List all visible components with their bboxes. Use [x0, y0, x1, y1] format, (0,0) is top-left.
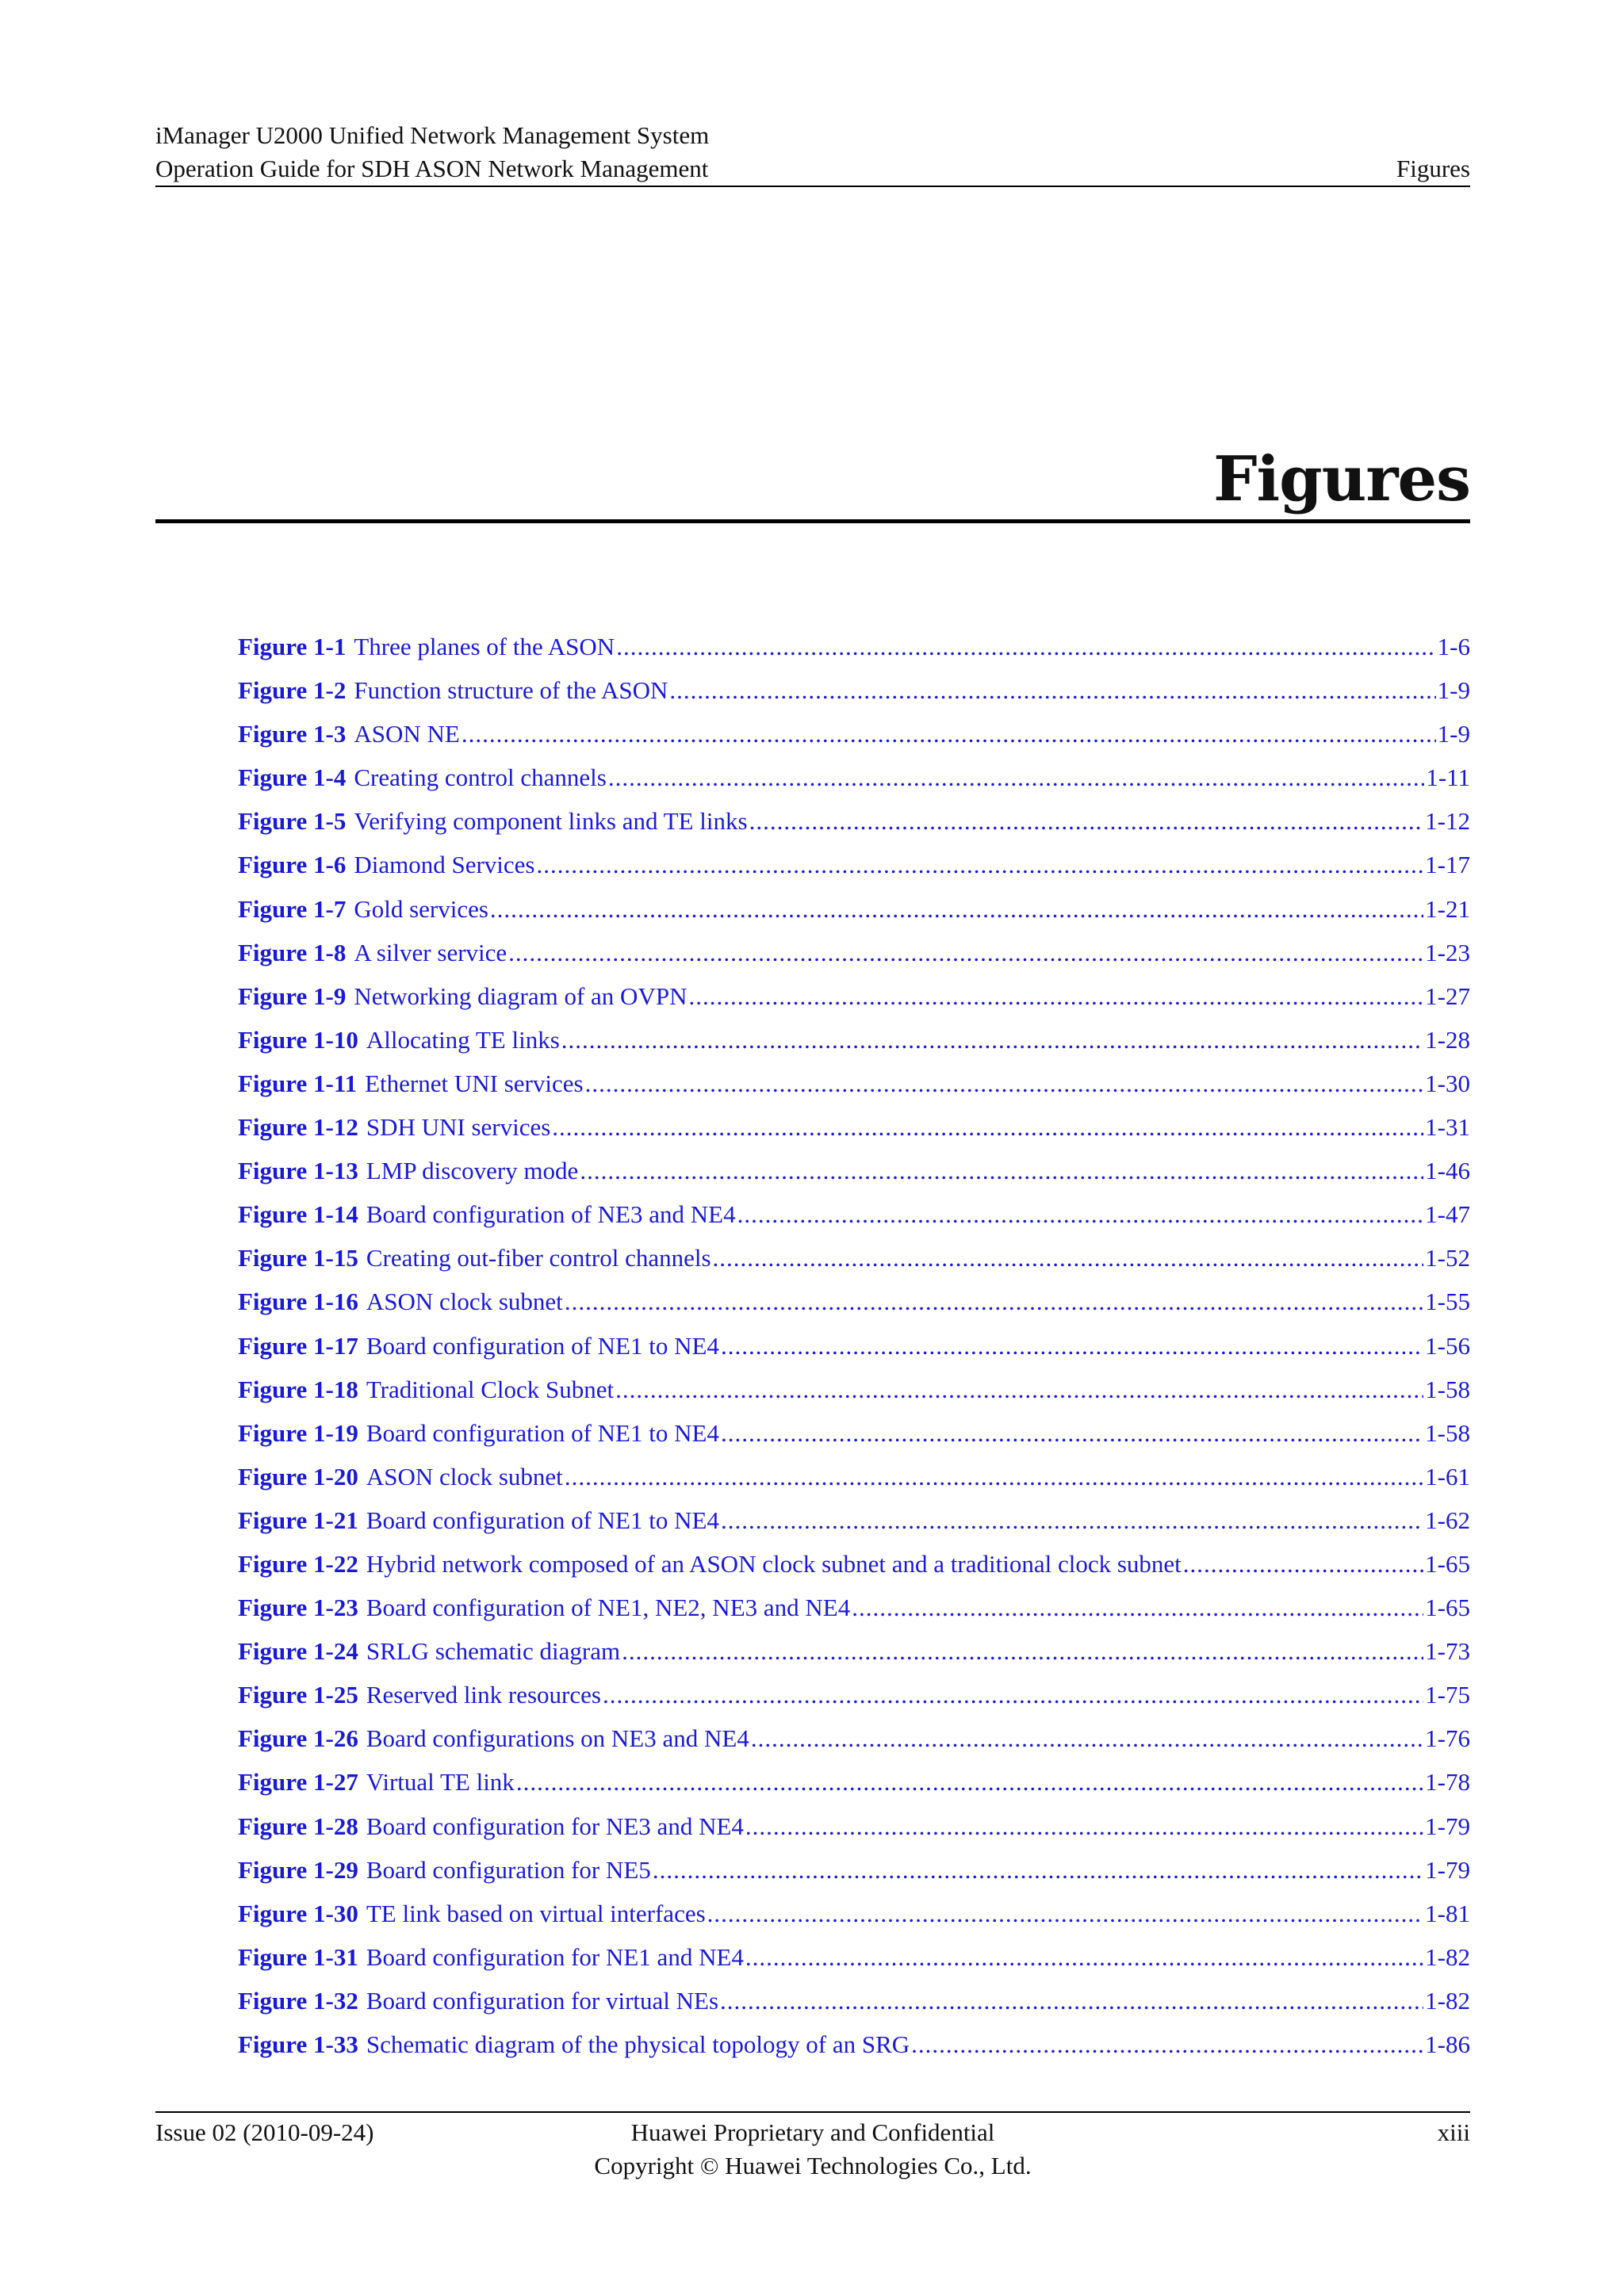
figure-number: Figure 1-10: [238, 1025, 358, 1054]
dot-leader: [603, 1673, 1423, 1716]
figure-number: Figure 1-28: [238, 1812, 358, 1840]
figure-number: Figure 1-19: [238, 1418, 358, 1447]
dot-leader: [490, 887, 1423, 931]
figure-link[interactable]: [238, 1542, 1470, 1586]
figure-caption: Board configuration of NE1 to NE4: [366, 1331, 719, 1360]
figure-caption: A silver service: [354, 938, 508, 966]
figure-caption: ASON NE: [354, 720, 460, 748]
figure-page-number: 1-6: [1437, 633, 1470, 660]
dot-leader: [561, 1018, 1423, 1062]
dot-leader: [508, 931, 1423, 974]
figure-page-number: 1-62: [1425, 1506, 1470, 1534]
footer-issue: Issue 02 (2010-09-24): [155, 2118, 374, 2146]
figure-link[interactable]: [238, 1935, 1470, 1979]
header-product-name: iManager U2000 Unified Network Management System: [155, 121, 710, 149]
figure-link[interactable]: [238, 1455, 1470, 1498]
figure-link[interactable]: [238, 931, 1470, 974]
figure-caption: Virtual TE link: [366, 1768, 515, 1797]
figure-number: Figure 1-33: [238, 2030, 358, 2058]
dot-leader: [536, 843, 1423, 886]
figures-list: [238, 625, 1470, 2066]
dot-leader: [580, 1149, 1423, 1192]
footer-row: [155, 2116, 1470, 2149]
figure-link[interactable]: [238, 1105, 1470, 1149]
dot-leader: [688, 974, 1423, 1018]
dot-leader: [616, 625, 1435, 668]
dot-leader: [721, 1411, 1423, 1455]
figure-number: Figure 1-26: [238, 1724, 358, 1753]
figure-caption: Board configuration of NE1, NE2, NE3 and NE4: [366, 1594, 851, 1622]
dot-leader: [516, 1760, 1423, 1804]
page-header: [155, 119, 1470, 187]
figure-page-number: 1-82: [1425, 1986, 1470, 2015]
figure-number: Figure 1-25: [238, 1681, 358, 1709]
page-title: Figures: [155, 440, 1470, 523]
figure-page-number: 1-47: [1425, 1200, 1470, 1229]
dot-leader: [622, 1629, 1423, 1673]
figure-number: Figure 1-31: [238, 1942, 358, 1971]
figure-page-number: 1-9: [1437, 720, 1470, 748]
figure-number: Figure 1-15: [238, 1244, 358, 1272]
header-section-name: Figures: [1396, 155, 1470, 182]
figure-caption: ASON clock subnet: [366, 1462, 563, 1490]
dot-leader: [615, 1368, 1423, 1411]
figure-link[interactable]: [238, 1368, 1470, 1411]
figure-link[interactable]: [238, 1848, 1470, 1892]
figure-caption: Hybrid network composed of an ASON clock subnet and a traditional clock subnet: [366, 1549, 1182, 1578]
dot-leader: [565, 1280, 1423, 1323]
dot-leader: [852, 1586, 1423, 1629]
figure-number: Figure 1-30: [238, 1899, 358, 1927]
figure-link[interactable]: [238, 668, 1470, 712]
figure-link[interactable]: [238, 1804, 1470, 1848]
figure-link[interactable]: [238, 2022, 1470, 2066]
dot-leader: [721, 1324, 1423, 1368]
figure-caption: Board configuration for NE1 and NE4: [366, 1942, 744, 1971]
figure-caption: Creating control channels: [354, 763, 607, 792]
figure-number: Figure 1-3: [238, 720, 347, 748]
figure-caption: Creating out-fiber control channels: [366, 1244, 711, 1272]
figure-page-number: 1-21: [1425, 894, 1470, 923]
figure-link[interactable]: [238, 799, 1470, 843]
figure-link[interactable]: [238, 1716, 1470, 1760]
dot-leader: [565, 1455, 1423, 1498]
figure-page-number: 1-11: [1426, 763, 1470, 792]
figure-page-number: 1-46: [1425, 1157, 1470, 1185]
figure-number: Figure 1-29: [238, 1855, 358, 1884]
dot-leader: [745, 1935, 1423, 1979]
figure-page-number: 1-79: [1425, 1812, 1470, 1840]
figure-caption: Board configuration of NE1 to NE4: [366, 1506, 719, 1534]
figure-link[interactable]: [238, 1586, 1470, 1629]
figure-page-number: 1-23: [1425, 938, 1470, 966]
dot-leader: [585, 1062, 1424, 1105]
figure-caption: Allocating TE links: [366, 1025, 560, 1054]
figure-caption: LMP discovery mode: [366, 1157, 579, 1185]
figure-link[interactable]: [238, 1498, 1470, 1542]
figure-caption: Board configuration for NE5: [366, 1855, 651, 1884]
figure-page-number: 1-27: [1425, 982, 1470, 1010]
figure-caption: ASON clock subnet: [366, 1288, 563, 1316]
figure-number: Figure 1-4: [238, 763, 347, 792]
figure-caption: Board configurations on NE3 and NE4: [366, 1724, 749, 1753]
figure-page-number: 1-82: [1425, 1942, 1470, 1971]
figure-number: Figure 1-7: [238, 894, 347, 923]
figure-number: Figure 1-21: [238, 1506, 358, 1534]
figure-link[interactable]: [238, 843, 1470, 886]
figure-number: Figure 1-20: [238, 1462, 358, 1490]
figure-page-number: 1-65: [1425, 1549, 1470, 1578]
dot-leader: [653, 1848, 1423, 1892]
figure-caption: TE link based on virtual interfaces: [366, 1899, 706, 1927]
figure-link[interactable]: [238, 1411, 1470, 1455]
figure-page-number: 1-9: [1437, 676, 1470, 705]
dot-leader: [737, 1192, 1424, 1236]
figure-link[interactable]: [238, 974, 1470, 1018]
figure-number: Figure 1-13: [238, 1157, 358, 1185]
figure-caption: Reserved link resources: [366, 1681, 601, 1709]
figure-number: Figure 1-6: [238, 851, 347, 879]
figure-number: Figure 1-8: [238, 938, 347, 966]
dot-leader: [911, 2022, 1423, 2066]
figure-number: Figure 1-22: [238, 1549, 358, 1578]
dot-leader: [749, 799, 1424, 843]
figure-caption: Networking diagram of an OVPN: [354, 982, 688, 1010]
figure-caption: Three planes of the ASON: [354, 633, 615, 660]
figure-caption: SRLG schematic diagram: [366, 1637, 621, 1666]
header-guide-name: Operation Guide for SDH ASON Network Management: [155, 155, 709, 182]
figure-page-number: 1-31: [1425, 1113, 1470, 1142]
figure-link[interactable]: [238, 1324, 1470, 1368]
figure-page-number: 1-55: [1425, 1288, 1470, 1316]
figure-link[interactable]: [238, 625, 1470, 668]
dot-leader: [462, 712, 1436, 756]
figure-caption: Verifying component links and TE links: [354, 807, 748, 836]
figure-link[interactable]: [238, 1979, 1470, 2022]
figure-caption: Board configuration for virtual NEs: [366, 1986, 719, 2015]
figure-page-number: 1-58: [1425, 1418, 1470, 1447]
figure-caption: Gold services: [354, 894, 488, 923]
figure-link[interactable]: [238, 756, 1470, 799]
figure-page-number: 1-56: [1425, 1331, 1470, 1360]
figure-number: Figure 1-32: [238, 1986, 358, 2015]
figure-number: Figure 1-2: [238, 676, 347, 705]
dot-leader: [669, 668, 1435, 712]
figure-page-number: 1-17: [1425, 851, 1470, 879]
dot-leader: [745, 1804, 1423, 1848]
figure-number: Figure 1-16: [238, 1288, 358, 1316]
dot-leader: [608, 756, 1424, 799]
figure-page-number: 1-30: [1425, 1069, 1470, 1097]
figure-caption: Board configuration of NE3 and NE4: [366, 1200, 736, 1229]
figure-link[interactable]: [238, 1280, 1470, 1323]
footer-page-number: xiii: [1437, 2118, 1470, 2146]
header-row: [155, 152, 1470, 186]
figure-page-number: 1-81: [1425, 1899, 1470, 1927]
footer-copyright: Copyright © Huawei Technologies Co., Ltd.: [594, 2152, 1032, 2179]
figure-caption: Board configuration of NE1 to NE4: [366, 1418, 719, 1447]
figure-page-number: 1-75: [1425, 1681, 1470, 1709]
dot-leader: [707, 1892, 1424, 1935]
figure-link[interactable]: [238, 887, 1470, 931]
figure-number: Figure 1-24: [238, 1637, 358, 1666]
figure-link[interactable]: [238, 1892, 1470, 1935]
dot-leader: [1183, 1542, 1423, 1586]
figure-number: Figure 1-17: [238, 1331, 358, 1360]
figure-page-number: 1-65: [1425, 1594, 1470, 1622]
figure-caption: Schematic diagram of the physical topology of an SRG: [366, 2030, 910, 2058]
figure-link[interactable]: [238, 1062, 1470, 1105]
figure-number: Figure 1-12: [238, 1113, 358, 1142]
figure-caption: Function structure of the ASON: [354, 676, 668, 705]
figure-link[interactable]: [238, 1192, 1470, 1236]
figure-link[interactable]: [238, 1673, 1470, 1716]
figure-link[interactable]: [238, 1629, 1470, 1673]
page-footer: [155, 2111, 1470, 2183]
figure-caption: SDH UNI services: [366, 1113, 551, 1142]
dot-leader: [720, 1979, 1423, 2022]
figure-page-number: 1-61: [1425, 1462, 1470, 1490]
figure-number: Figure 1-9: [238, 982, 347, 1010]
figure-link[interactable]: [238, 1149, 1470, 1192]
dot-leader: [751, 1716, 1423, 1760]
figure-caption: Ethernet UNI services: [365, 1069, 584, 1097]
figure-number: Figure 1-18: [238, 1375, 358, 1403]
dot-leader: [721, 1498, 1423, 1542]
figure-page-number: 1-12: [1425, 807, 1470, 836]
figure-page-number: 1-28: [1425, 1025, 1470, 1054]
figure-number: Figure 1-14: [238, 1200, 358, 1229]
footer-proprietary: Huawei Proprietary and Confidential: [630, 2118, 995, 2146]
figure-caption: Diamond Services: [354, 851, 535, 879]
figure-page-number: 1-73: [1425, 1637, 1470, 1666]
figure-page-number: 1-79: [1425, 1855, 1470, 1884]
figure-number: Figure 1-27: [238, 1768, 358, 1797]
figure-page-number: 1-52: [1425, 1244, 1470, 1272]
figure-link[interactable]: [238, 1236, 1470, 1280]
figure-number: Figure 1-1: [238, 633, 347, 660]
figure-caption: Traditional Clock Subnet: [366, 1375, 615, 1403]
dot-leader: [713, 1236, 1424, 1280]
figure-link[interactable]: [238, 712, 1470, 756]
figure-link[interactable]: [238, 1760, 1470, 1804]
figure-page-number: 1-76: [1425, 1724, 1470, 1753]
figure-link[interactable]: [238, 1018, 1470, 1062]
figure-page-number: 1-86: [1425, 2030, 1470, 2058]
dot-leader: [552, 1105, 1423, 1149]
figure-number: Figure 1-5: [238, 807, 347, 836]
figure-page-number: 1-58: [1425, 1375, 1470, 1403]
figure-number: Figure 1-11: [238, 1069, 358, 1097]
figure-number: Figure 1-23: [238, 1594, 358, 1622]
figure-page-number: 1-78: [1425, 1768, 1470, 1797]
figure-caption: Board configuration for NE3 and NE4: [366, 1812, 744, 1840]
